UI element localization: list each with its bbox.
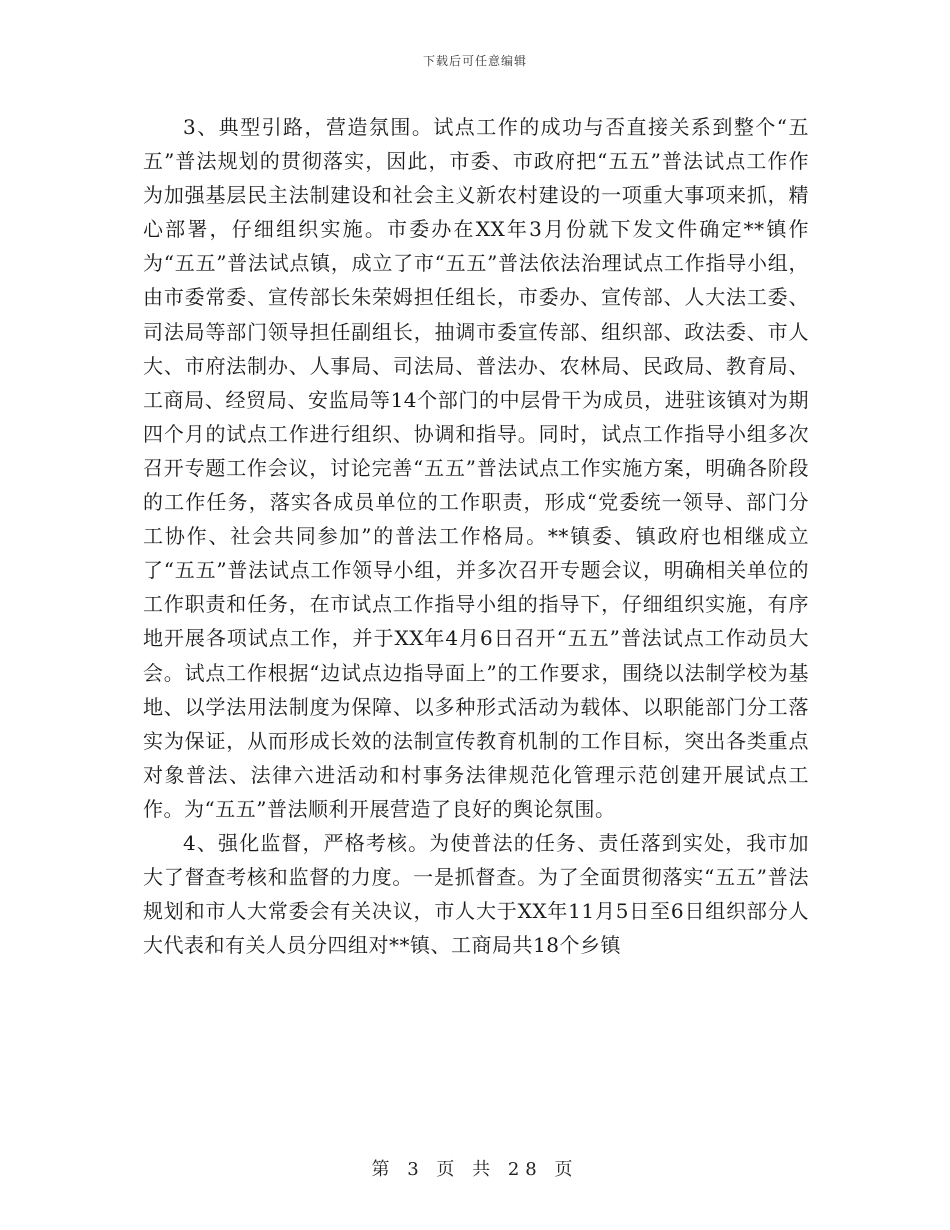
paragraph-1: 3、典型引路，营造氛围。试点工作的成功与否直接关系到整个“五五”普法规划的贯彻落实，因此，市委、市政府把“五五”普法试点工作作为加强基层民主法制建设和社会主义新农村建设的一项重大事项来抓，精心部署，仔细组织实施。市委办在XX年3月份就下发文件确定**镇作为“五五”普法试点镇，成立了市“五五”普法依法治理试点工作指导小组，由市委常委、宣传部长朱荣姆担任组长，市委办、宣传部、人大法工委、司法局等部门领导担任副组长，抽调市委宣传部、组织部、政法委、市人大、市府法制办、人事局、司法局、普法办、农林局、民政局、教育局、工商局、经贸局、安监局等14个部门的中层骨干为成员，进驻该镇对为期四个月的试点工作进行组织、协调和指导。同时，试点工作指导小组多次召开专题工作会议，讨论完善“五五”普法试点工作实施方案，明确各阶段的工作任务，落实各成员单位的工作职责，形成“党委统一领导、部门分工协作、社会共同参加”的普法工作格局。**镇委、镇政府也相继成立了“五五”普法试点工作领导小组，并多次召开专题会议，明确相关单位的工作职责和任务，在市试点工作指导小组的指导下，仔细组织实施，有序地开展各项试点工作，并于XX年4月6日召开“五五”普法试点工作动员大会。试点工作根据“边试点边指导面上”的工作要求，围绕以法制学校为基地、以学法用法制度为保障、以多种形式活动为载体、以职能部门分工落实为保证，从而形成长效的法制宣传教育机制的工作目标，突出各类重点对象普法、法律六进活动和村事务法律规范化管理示范创建开展试点工作。为“五五”普法顺利开展营造了良好的舆论氛围。 bbox=[143, 115, 809, 821]
page-number-footer: 第 3 页 共 28 页 bbox=[371, 1159, 579, 1180]
paragraph-2: 4、强化监督，严格考核。为使普法的任务、责任落到实处，我市加大了督查考核和监督的力度。一是抓督查。为了全面贯彻落实“五五”普法规划和市人大常委会有关决议，市人大于XX年11月5日至6日组织部分人大代表和有关人员分四组对**镇、工商局共18个乡镇 bbox=[143, 830, 809, 958]
document-body bbox=[143, 110, 809, 962]
page-header: 下载后可任意编辑 bbox=[422, 54, 527, 68]
